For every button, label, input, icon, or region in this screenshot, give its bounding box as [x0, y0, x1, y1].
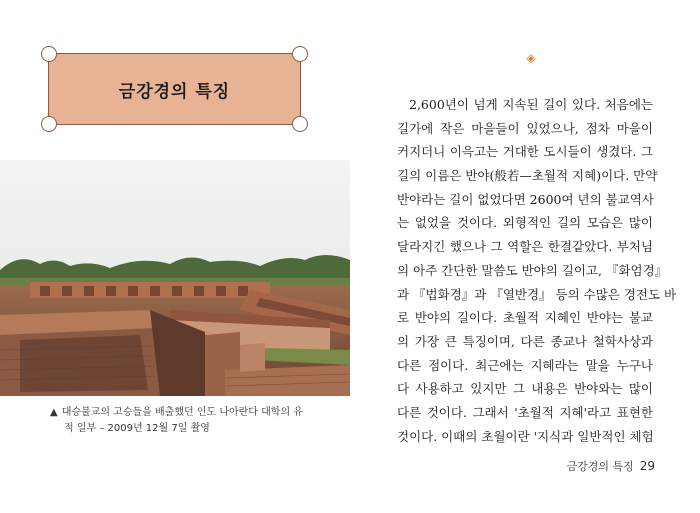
- body-line: 길가에 작은 마을들이 있었으나, 점차 마을이: [397, 120, 653, 136]
- body-line: 는 없었을 것이다. 외형적인 길의 모습은 많이: [397, 215, 653, 231]
- body-line: 커지더니 이윽고는 거대한 도시들이 생겼다. 그: [397, 144, 653, 160]
- diamond-ornament-icon: ◈: [526, 51, 536, 65]
- chapter-title-box: [48, 53, 301, 125]
- body-line: 로 반야의 길이다. 초월적 지혜인 반야는 불교: [397, 310, 653, 326]
- body-line: 2,600년이 넘게 지속된 길이 있다. 처음에는: [409, 97, 653, 112]
- corner-decoration: [292, 46, 308, 62]
- chapter-title: 금강경의 특징: [118, 81, 231, 102]
- page-number: 29: [639, 459, 655, 473]
- body-line: 다 사용하고 있지만 그 내용은 반야와는 많이: [397, 381, 653, 397]
- photo-caption: [50, 405, 340, 437]
- body-line: 것이다. 이때의 초월이란 '지식과 일반적인 체험: [397, 428, 654, 444]
- page-footer: [520, 458, 655, 474]
- caption-line-1: 대승불교의 고승들을 배출했던 인도 나아란다 대학의 유: [61, 407, 303, 418]
- body-line: 다른 점이다. 최근에는 지혜라는 말을 누구나: [397, 357, 653, 373]
- corner-decoration: [41, 116, 57, 132]
- footer-chapter: 금강경의 특징: [566, 460, 634, 473]
- body-line: 의 가장 큰 특징이며, 다른 종교나 철학사상과: [397, 333, 653, 349]
- caption-line-2: 적 일부 – 2009년 12월 7일 촬영: [64, 423, 210, 434]
- triangle-icon: ▲: [50, 407, 58, 418]
- body-line: 반야라는 길이 없었다면 2600여 년의 불교역사: [397, 191, 654, 207]
- body-line: 달라지긴 했으나 그 역할은 한결같았다. 부처님: [397, 239, 653, 255]
- body-line: 과 『법화경』과 『열반경』 등의 수많은 경전도 바: [397, 286, 677, 302]
- body-line: 다른 것이다. 그래서 '초월적 지혜'라고 표현한: [397, 404, 653, 420]
- ruins-photo: [0, 160, 350, 396]
- body-line: 길의 이름은 반야(般若—초월적 지혜)이다. 만약: [397, 168, 658, 184]
- body-text: [397, 93, 677, 448]
- body-line: 의 아주 간단한 말씀도 반야의 길이고, 『화엄경』: [397, 262, 668, 278]
